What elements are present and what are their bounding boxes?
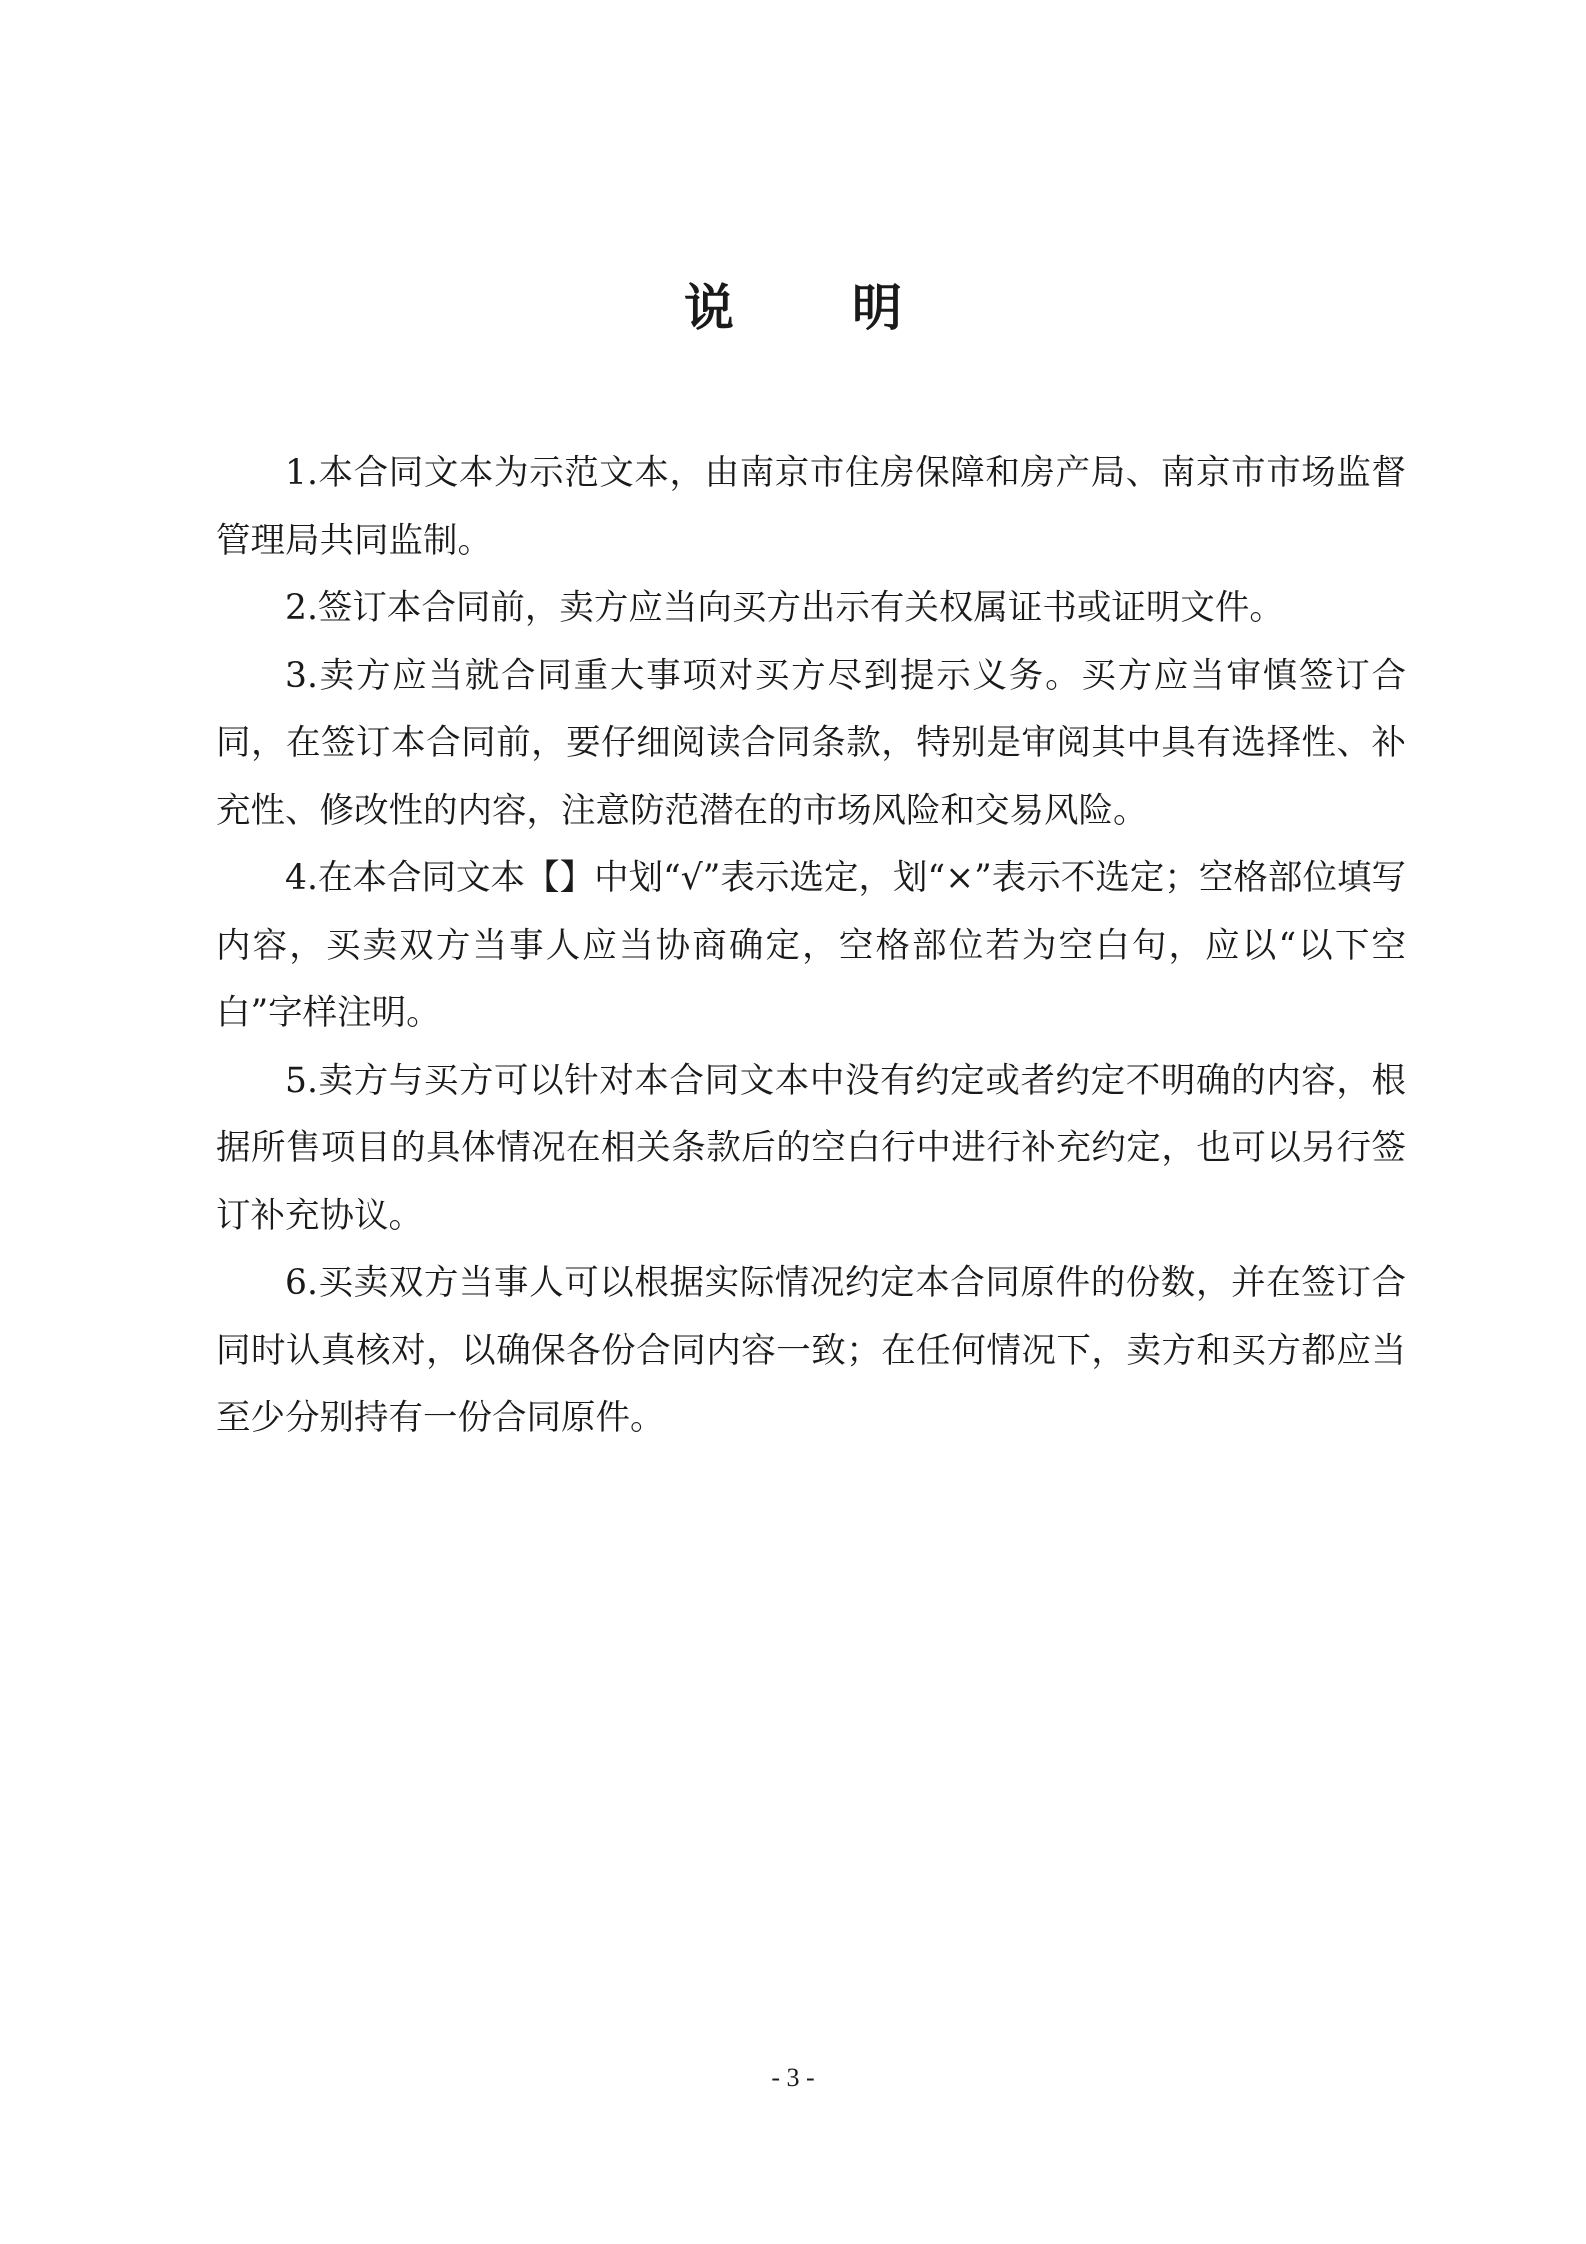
paragraph-3: 3.卖方应当就合同重大事项对买方尽到提示义务。买方应当审慎签订合同，在签订本合同前，要仔细阅读合同条款，特别是审阅其中具有选择性、补充性、修改性的内容，注意防范潜在的市场风险和交易风险。 [216, 655, 1406, 831]
paragraph-5: 5.卖方与买方可以针对本合同文本中没有约定或者约定不明确的内容，根据所售项目的具体情况在相关条款后的空白行中进行补充约定，也可以另行签订补充协议。 [216, 1060, 1406, 1236]
page-title [0, 278, 1586, 338]
instructions-body [216, 440, 1406, 1453]
paragraph-2: 2.签订本合同前，卖方应当向买方出示有关权属证书或证明文件。 [285, 588, 1284, 628]
page-number: - 3 - [771, 2063, 815, 2092]
paragraph-6: 6.买卖双方当事人可以根据实际情况约定本合同原件的份数，并在签订合同时认真核对，以确保各份合同内容一致；在任何情况下，卖方和买方都应当至少分别持有一份合同原件。 [216, 1263, 1406, 1438]
paragraph-1: 1.本合同文本为示范文本，由南京市住房保障和房产局、南京市市场监督管理局共同监制。 [216, 453, 1406, 561]
paragraph-4: 4.在本合同文本【】中划“√”表示选定，划“×”表示不选定；空格部位填写内容，买卖双方当事人应当协商确定，空格部位若为空白句，应以“以下空白”字样注明。 [216, 858, 1406, 1033]
title-char-2: 明 [852, 278, 902, 337]
title-char-1: 说 [684, 278, 734, 337]
